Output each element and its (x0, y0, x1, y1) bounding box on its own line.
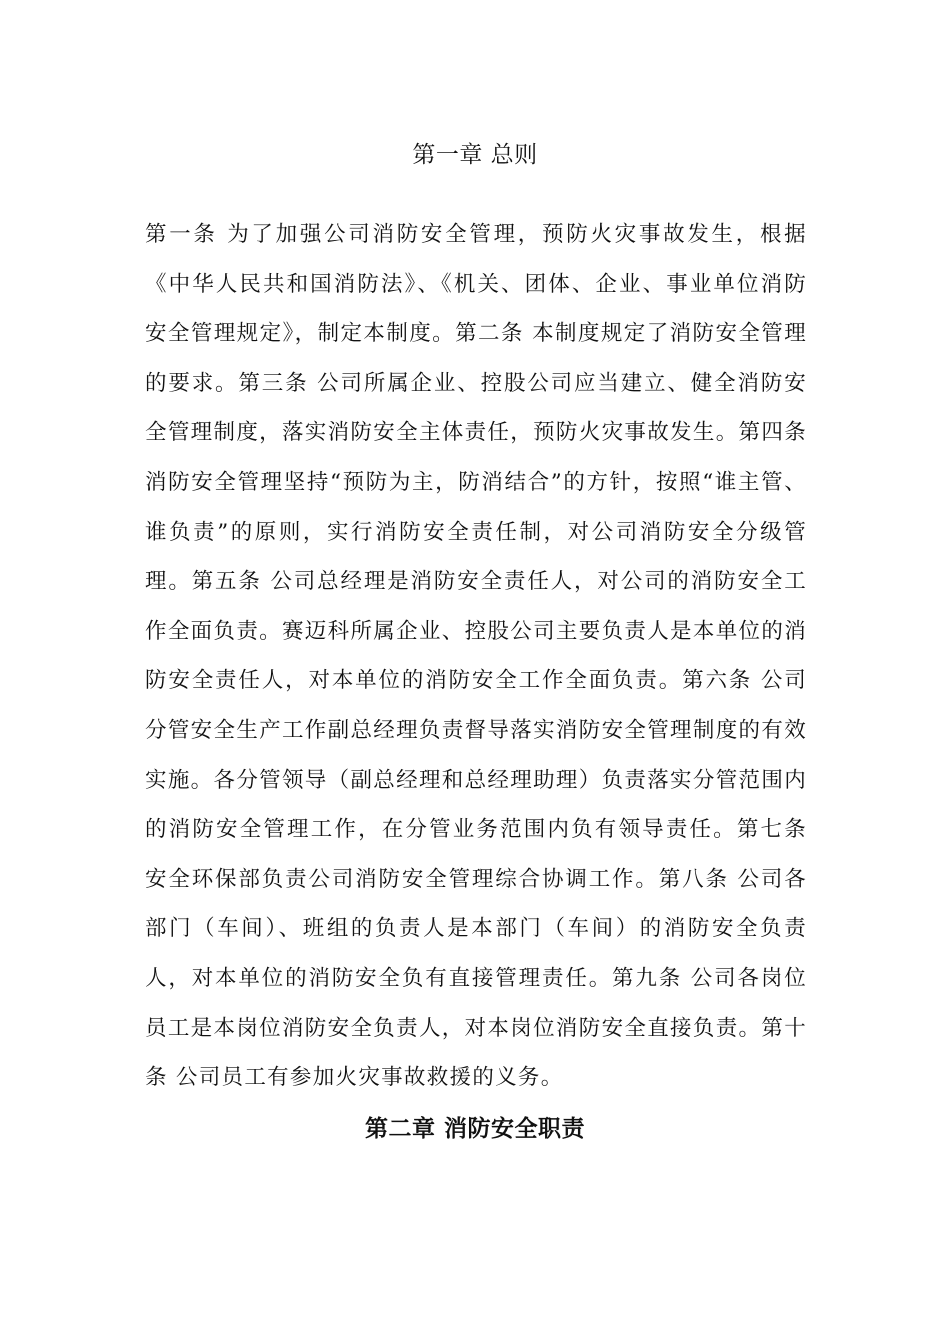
chapter-1-body: 第一条 为了加强公司消防安全管理，预防火灾事故发生，根据《中华人民共和国消防法》、《机关、团体、企业、事业单位消防安全管理规定》，制定本制度。第二条 本制度规定了消防安全管理的要求。第三条 公司所属企业、控股公司应当建立、健全消防安全管理制度，落实消防安全主体责任，预防火灾事故发生。第四条 消防安全管理坚持“预防为主，防消结合”的方针，按照“谁主管、谁负责”的原则，实行消防安全责任制，对公司消防安全分级管理。第五条 公司总经理是消防安全责任人，对公司的消防安全工作全面负责。赛迈科所属企业、控股公司主要负责人是本单位的消防安全责任人，对本单位的消防安全工作全面负责。第六条 公司分管安全生产工作副总经理负责督导落实消防安全管理制度的有效实施。各分管领导（副总经理和总经理助理）负责落实分管范围内的消防安全管理工作，在分管业务范围内负有领导责任。第七条 安全环保部负责公司消防安全管理综合协调工作。第八条 公司各部门（车间）、班组的负责人是本部门（车间）的消防安全负责人，对本单位的消防安全负有直接管理责任。第九条 公司各岗位员工是本岗位消防安全负责人，对本岗位消防安全直接负责。第十条 公司员工有参加火灾事故救援的义务。 (145, 222, 807, 1091)
chapter-1-title: 第一章 总则 (412, 142, 538, 168)
chapter-2-title: 第二章 消防安全职责 (364, 1116, 585, 1142)
